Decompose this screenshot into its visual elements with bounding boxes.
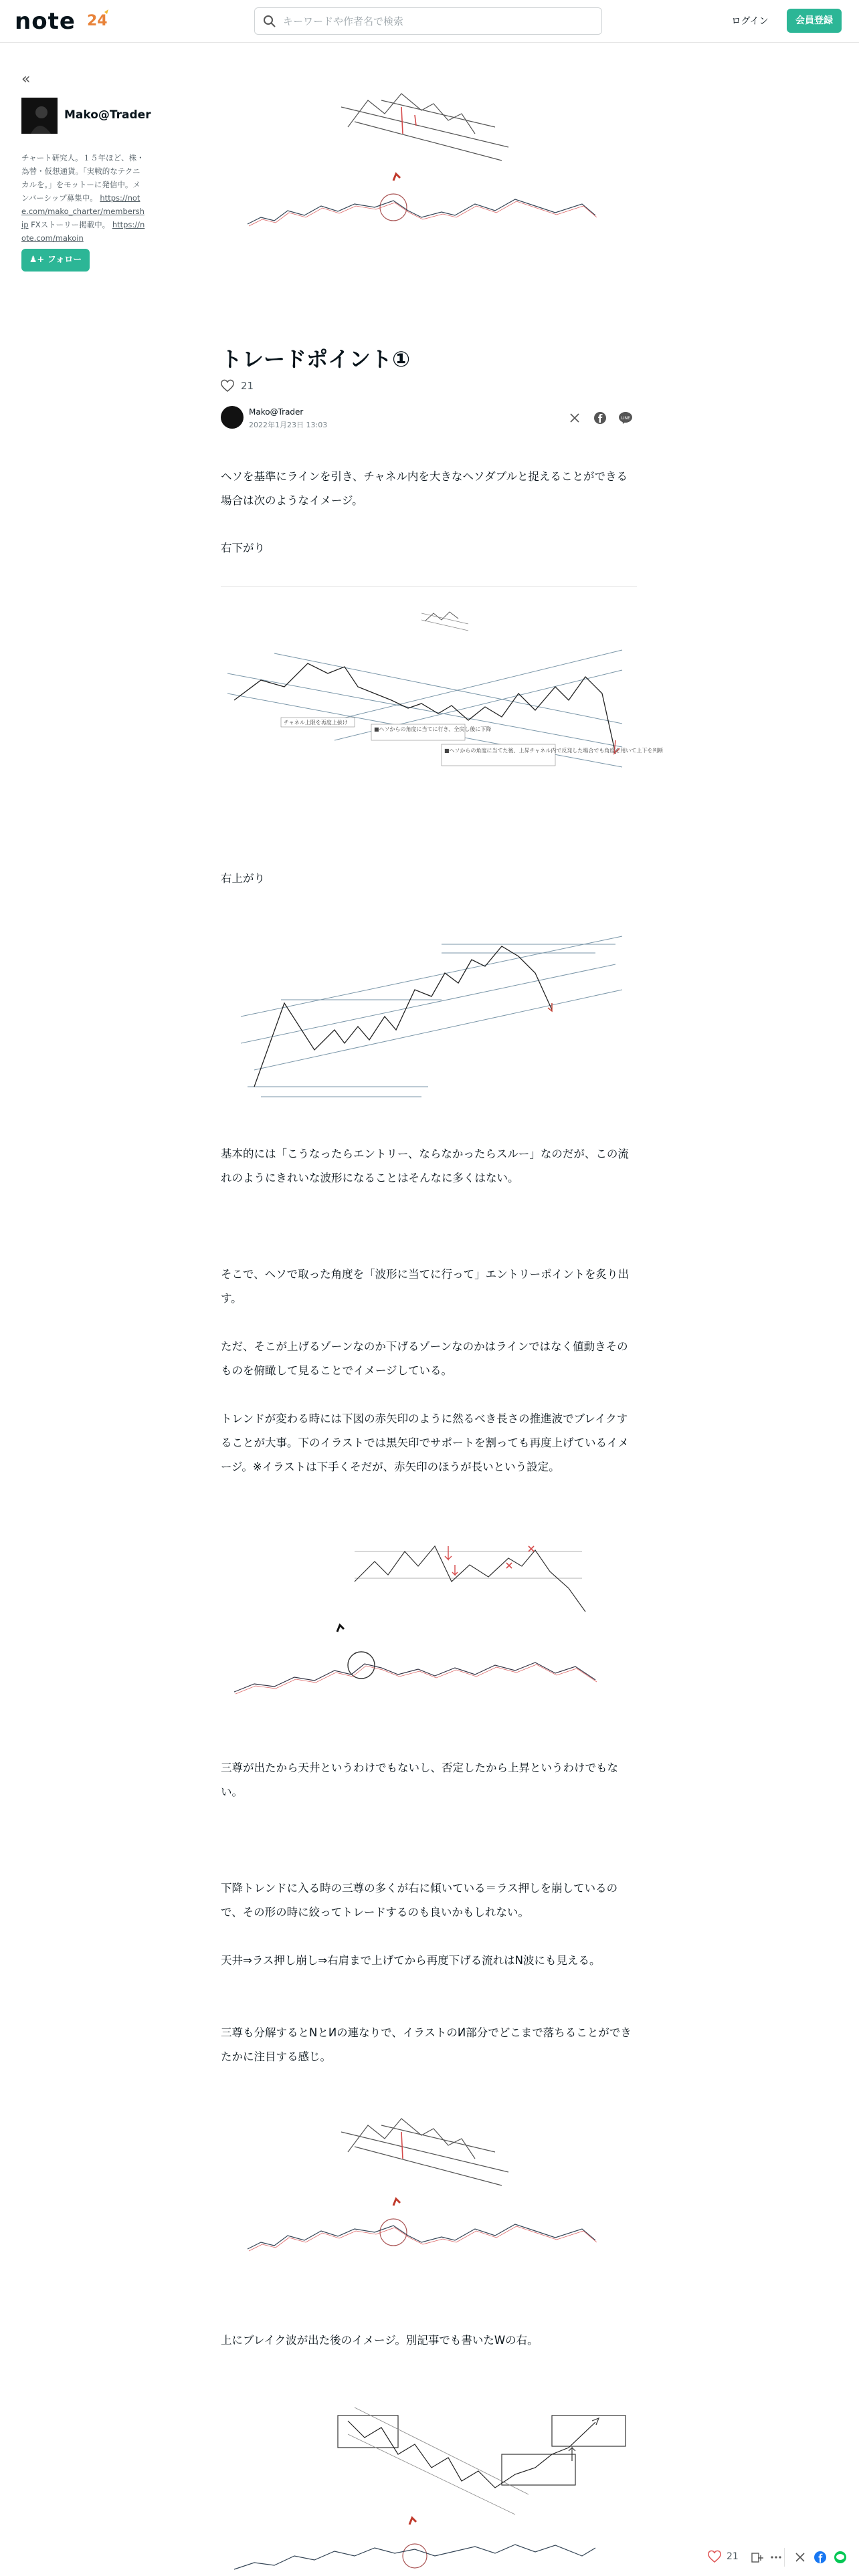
article-title: トレードポイント① xyxy=(221,346,411,372)
paragraph-2: 右下がり xyxy=(221,542,265,554)
sidebar-author-name[interactable]: Mako@Trader xyxy=(64,108,151,122)
share-buttons xyxy=(567,411,637,425)
signup-button[interactable]: 会員登録 xyxy=(787,9,842,33)
heart-icon[interactable] xyxy=(221,380,234,393)
follow-button[interactable] xyxy=(21,249,90,272)
annotation-2: ■ヘソからの角度に当てに行き、全戻し後に下降 xyxy=(374,726,492,732)
collapse-sidebar-icon[interactable]: « xyxy=(21,71,31,88)
paragraph-9: 下降トレンドに入る時の三尊の多くが右に傾いている＝ラス押しを崩しているので、その形の時に絞ってトレードするのも良いかもしれない。 xyxy=(221,1882,618,1919)
add-user-icon: ♟+ xyxy=(29,255,47,265)
annotation-3: ■ヘソからの角度に当てた後、上昇チャネル内で反発した場合でも角度を用いて上下を判断 xyxy=(444,748,664,754)
paragraph-10: 天井⇒ラス押し崩し⇒右肩まで上げてから再度下げる流れはN波にも見える。 xyxy=(221,1954,601,1967)
paragraph-3: 右上がり xyxy=(221,872,265,885)
author-avatar[interactable] xyxy=(21,98,58,134)
breakout-illustration xyxy=(221,2381,637,2576)
svg-text:LINE: LINE xyxy=(621,416,630,421)
search-input[interactable] xyxy=(283,8,591,34)
floating-like-count: 21 xyxy=(727,2551,739,2562)
avatar-image xyxy=(21,98,58,134)
line-share-icon[interactable] xyxy=(618,411,633,425)
hero-illustration xyxy=(221,74,637,241)
paragraph-6: ただ、そこが上げるゾーンなのか下げるゾーンなのかはラインではなく値動きそのものを俯瞰して見ることでイメージしている。 xyxy=(221,1340,628,1377)
paragraph-5: そこで、ヘソで取った角度を「波形に当てに行って」エントリーポイントを炙り出す。 xyxy=(221,1268,630,1305)
publish-date: 2022年1月23日 13:03 xyxy=(249,421,328,429)
paragraph-1: ヘソを基準にラインを引き、チャネル内を大きなヘソダブルと捉えることができる場合は次のようなイメージ。 xyxy=(221,470,628,507)
facebook-share-icon[interactable] xyxy=(593,411,607,425)
search-icon xyxy=(263,15,276,28)
annotation-1: チャネル上限を再度上抜け xyxy=(284,720,348,726)
x-share-icon[interactable] xyxy=(567,411,582,425)
search-box[interactable] xyxy=(254,7,602,35)
likes-count: 21 xyxy=(241,380,254,392)
profile-link[interactable]: https://note.com/makoin xyxy=(21,220,145,243)
descending-channel-chart xyxy=(221,586,664,793)
floating-action-bar xyxy=(696,2544,859,2571)
floating-facebook-share-icon[interactable] xyxy=(814,2551,827,2567)
login-button[interactable]: ログイン xyxy=(731,16,769,27)
more-options-icon[interactable] xyxy=(769,2551,783,2567)
bio-text-mid: FXストーリー掲載中。 xyxy=(31,220,110,229)
floating-line-share-icon[interactable] xyxy=(834,2551,847,2567)
follow-label: フォロー xyxy=(47,255,82,265)
note-logo[interactable]: note xyxy=(15,8,76,35)
anniversary-badge-icon xyxy=(86,8,111,31)
byline-author[interactable]: Mako@Trader xyxy=(249,407,304,417)
paragraph-12: 上にブレイク波が出た後のイメージ。別記事でも書いたWの右。 xyxy=(221,2334,539,2347)
paragraph-11: 三尊も分解するとNとИの連なりで、イラストのИ部分でどこまで落ちることができたかに注目する感じ。 xyxy=(221,2026,632,2063)
site-header xyxy=(0,0,859,43)
membership-link[interactable]: https://note.com/mako_charter/membership xyxy=(21,193,145,229)
ascending-channel-chart xyxy=(221,916,637,1123)
paragraph-8: 三尊が出たから天井というわけでもないし、否定したから上昇というわけでもない。 xyxy=(221,1761,618,1798)
byline-avatar[interactable] xyxy=(221,406,244,429)
floatbar-divider xyxy=(784,2548,785,2567)
head-and-shoulders-illustration xyxy=(221,2092,637,2299)
paragraph-4: 基本的には「こうなったらエントリー、ならなかったらスルー」なのだが、この流れのようにきれいな波形になることはそんなに多くはない。 xyxy=(221,1148,629,1184)
like-heart-icon[interactable] xyxy=(708,2551,721,2567)
floating-x-share-icon[interactable] xyxy=(793,2551,807,2567)
magazine-add-icon[interactable] xyxy=(751,2551,764,2567)
author-bio xyxy=(21,151,146,245)
paragraph-7: トレンドが変わる時には下図の赤矢印のように然るべき長さの推進波でブレイクすることが大事。下のイラストでは黒矢印でサポートを割っても再度上げているイメージ。※イラストは下手くそだが、赤矢印のほうが長いという設定。 xyxy=(221,1412,629,1473)
trend-change-illustration xyxy=(221,1525,637,1732)
svg-text:24: 24 xyxy=(87,13,108,29)
bio-text: チャート研究人。１５年ほど、株・為替・仮想通貨。「実戦的なテクニカルを。」をモットーに発信中。メンバーシップ募集中。 xyxy=(21,153,145,203)
